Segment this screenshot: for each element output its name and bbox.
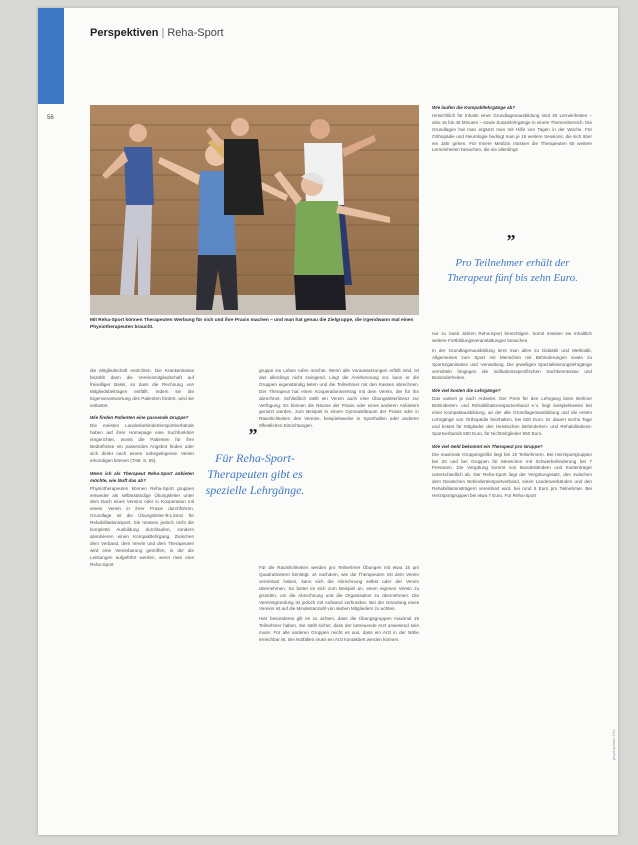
col3-question-2: Wie viel kosten die Lehrgänge? [432, 388, 501, 394]
col1-answer-2: Physiotherapeuten können Reha-Sport gruppen entweder als selbstständige Übungsleiter unter dem Dach eines Vereins oder in Kooperation mit einem Verein in ihrer Praxis durchführen. Grundlage ist die Übungsleiter-B-Lizenz für Rehabilitationssport. Sie müssen jedoch nicht die komplette Ausbildung durchlaufen, sondern absolvieren einen Kompaktlehrgang. Zwischen dem Verband, dem Verein und dem Therapeuten wird eine Vereinbarung getroffen, in der die Leistungen aufgeführt werden, wenn man eine Reha-Sport [90, 485, 194, 567]
col3-answer-3: Die maximale Gruppengröße liegt bei 15 Teilnehmern. Bei Herzsportgruppen bei 20 und bei Gruppen für Menschen mit Schwerbehinderung bei 7 Personen. Die Vergütung kommt von Bundesländern und Kostenträger unterschiedlich ab. Der Reha-Sport liegt der Vergütungssatz, den zwischen dem Deutschen Behindertensportverband, einen Landesverbänden und den Rehabilitationsträgern vereinbart wird, bei rund 5 Euro pro Teilnehmer. Bei Herzsportgruppen bei etwa 7 Euro. Für Reha-Sport [432, 451, 592, 499]
page-header [90, 27, 224, 39]
col1-answer-1: Die meisten Landesbehindertensportverbände haben auf ihrer Homepage eine Suchfunktion eingerichtet, womit die Patienten für ihre Bedürfnisse ein passendes Angebot finden oder sich direkt nach einem nahegelegenen Verein erkundigen können (TAB. S. 55). [90, 423, 194, 463]
pull-quote-mark-2: ” [506, 231, 516, 251]
col1-question-1: Wie finden Patienten eine passende Gruppe? [90, 415, 189, 421]
photo-group-exercise-icon [90, 105, 419, 315]
column-3 [432, 105, 592, 157]
accent-bar [38, 8, 64, 104]
col2-top: gruppe ins Leben rufen möchte. Wenn alle Voraussetzungen erfüllt sind, ist das allerdings nicht zwingend. Liegt die Anerkennung vor, kann er die Gruppen eigenständig leiten und die Teilnehmer mit den Kassen abrechnen. Der Therapeut hat einen Kooperationsvertrag mit dem Verein, der für ihn abrechnet. Schließlich stellt ein Verein auch eine Übungsleiterlizenz zur Verfügung. Es können die Räume der Praxis oder eines anderen Anbieters genutzt werden, zum Beispiel in einem Gymnastikraum der Praxis oder in Räumlichkeiten des Vereins, beispielsweise in Sporthallen oder anderen öffentlichen Einrichtungen. [259, 368, 419, 429]
section-title: Perspektiven [90, 27, 159, 39]
col3-question-3: Wie viel Geld bekommt ein Therapeut pro Gruppe? [432, 443, 543, 449]
column-1 [90, 368, 194, 571]
pull-quote-1: Für Reha-Sport-Therapeuten gibt es spezielle Lehrgänge. [205, 451, 305, 497]
column-3-lower [432, 331, 592, 503]
col3-cont: nur zu zweit Jahren Reha-Sport berechtigen. Somit müssen sie Inhaltlich weitere Fortbildungsveranstaltungen besuchen. [432, 331, 592, 343]
pull-quote-2: Pro Teilnehmer erhält der Therapeut fünf bis zehn Euro. [447, 257, 578, 284]
column-2-lower [259, 565, 419, 647]
col1-question-2: Wenn ich als Therapeut Reha-Sport anbieten möchte, wie läuft das ab? [90, 470, 194, 483]
col2-bottom: Für die Räumlichkeiten werden pro Teilnehmer Übungen mit etwa 15 qm Quadratmetern benötigt. Je nachdem, wie die Therapeuten mit dem Verein vereinbart haben, kann sich die Abrechnung selbst oder der Verein übernehmen. So bietet es sich zum Beispiel an, einen eigenen Verein zu gründen, um die Abrechnung und die Organisation zu übernehmen. Die Vereinsgründung ist jedoch mit Aufwand verbunden. Bei der Gründung eines Vereins ist auf die Mindestanzahl von sieben Mitgliedern zu achten. [259, 565, 419, 612]
photo-caption: Mit Reha-Sport können Therapeuten Werbung für sich und ihre Praxis machen – und man hat genau die Zielgruppe, die irgendwann mal einen Physiotherapeuten braucht. [90, 318, 414, 330]
group-exercise-photo [90, 105, 419, 315]
col2-bottom-2: Hier besonderes gilt es zu achten, dass die Übungsgruppen maximal 15 Teilnehmer haben. Sie stellt sicher, dass der betreuende Arzt anwesend sein muss. Für alle anderen Gruppen reicht es aus, dass ein Arzt in der Nähe erreichbar ist. Bei Notfällen muss ein Arzt kontaktiert werden können. [259, 616, 419, 643]
header-separator: | [161, 27, 165, 39]
col3-cont-2: In der Grundlagenausbildung lernt man alles zu Didaktik und Methodik, Allgemeines zum Sport mit Menschen mit Behinderungen sowie zu Sportorganisation und -verwaltung. Die jeweiligen Spezialisierungslehrgänge vermitteln hingegen die indikationsspezifischen Sachkenntnisse und Besonderheiten. [432, 347, 592, 381]
col1-intro: die Mitgliedschaft entrichten. Die Krankenkasse bezahlt dann die Vereinsmitgliedschaft auf freiwilliger Basis, so dass die Rechnung von Mitgliedsbeiträgen entfällt. Indem sie die Eigenverantwortung des Patienten fördert, wird sie entlastet. [90, 368, 194, 408]
pull-quote-mark-1: ” [248, 425, 258, 445]
col3-question-1: Wie laufen die Kompaktlehrgänge ab? [432, 105, 516, 110]
section-topic: Reha-Sport [167, 27, 224, 39]
side-stamp: physiopraxis 2/11 [611, 729, 616, 760]
col3-answer-1: Hinsichtlich für Inhalte einer Grundlagenausbildung sind 30 Lerneinheiten – also 15 bis 45 Minuten – sowie Zusatzlehrgänge in einem Themenbereich. Die Grundlagen hat man ergänzt man mit Hilfe von Tagen in der Woche. Für Orthopädie und Neurologie bedingt man je 15 weitere Sessions, die sich über ein Jahr gehen. Für Innere Medizin müssen die Therapeuten 60 weitere Lerneinheiten besuchen, die sie allerdings [432, 112, 592, 153]
page-number: 56 [47, 115, 54, 121]
col3-answer-2: Das variiert je nach Anbieter. Der Preis für den Lehrgang beim Berliner Behinderten- und Rehabilitationssportverband e.V. liegt beispielsweise bei einer Kompaktausbildung, an der alle Grundlagenausbildung und die ersten Lehrgänge von Orthopädie beinhalten, bei 600 Euro. Er dauert sechs Tage und kostet für Mitglieder des Hessischen Behinderten- und Rehabilitations-Sportverbands 550 Euro, für Nichtmitglieder 850 Euro. [432, 396, 592, 436]
column-2 [259, 368, 419, 433]
